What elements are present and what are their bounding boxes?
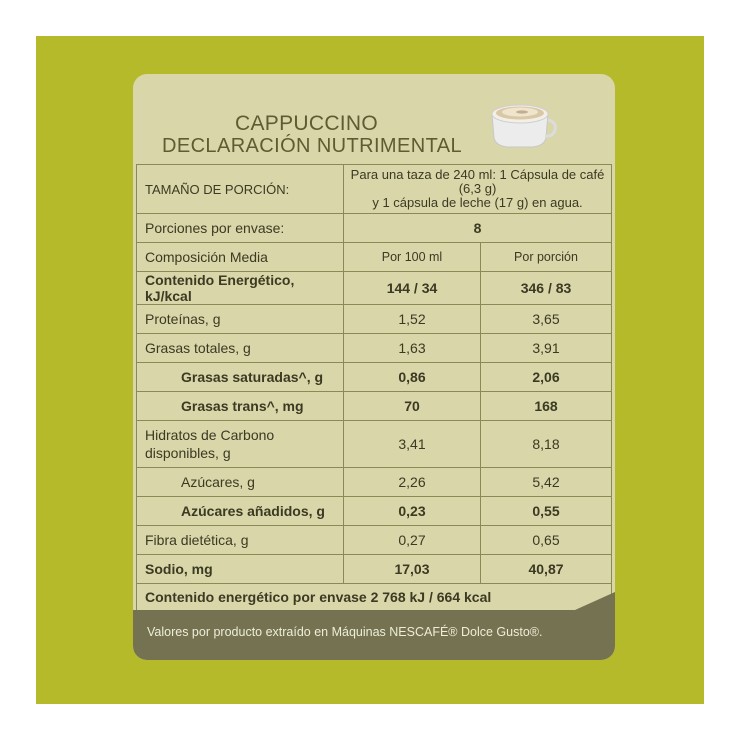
row-per100: 1,52 (344, 305, 481, 334)
serving-size-line-2: y 1 cápsula de leche (17 g) en agua. (372, 195, 583, 210)
machine-note: Valores por producto extraído en Máquinas NESCAFÉ® Dolce Gusto®. (147, 625, 543, 639)
row-perserving: 2,06 (481, 363, 612, 392)
row-perserving: 40,87 (481, 555, 612, 584)
row-per100: 17,03 (344, 555, 481, 584)
row-per100: 0,27 (344, 526, 481, 555)
serving-size-value (344, 165, 612, 214)
nutrition-panel (133, 74, 615, 660)
row-perserving: 5,42 (481, 468, 612, 497)
row-perserving: 346 / 83 (481, 272, 612, 305)
row-label: Contenido Energético, kJ/kcal (137, 272, 344, 305)
row-perserving: 0,65 (481, 526, 612, 555)
row-label: Azúcares añadidos, g (137, 497, 344, 526)
row-label: Fibra dietética, g (137, 526, 344, 555)
row-per100: 3,41 (344, 421, 481, 468)
row-label-line-2: disponibles, g (145, 445, 231, 461)
serving-size-line-1: Para una taza de 240 ml: 1 Cápsula de café (6,3 g) (350, 167, 605, 196)
cappuccino-cup-icon (482, 92, 558, 152)
bottom-bar (133, 610, 615, 660)
table-row (137, 363, 612, 392)
row-label: Azúcares, g (137, 468, 344, 497)
row-perserving: 3,65 (481, 305, 612, 334)
row-perserving: 0,55 (481, 497, 612, 526)
table-row (137, 468, 612, 497)
energy-per-package-note: Contenido energético por envase 2 768 kJ / 664 kcal (145, 589, 492, 605)
composition-label: Composición Media (137, 243, 344, 272)
row-per100: 0,86 (344, 363, 481, 392)
portions-label: Porciones por envase: (137, 214, 344, 243)
table-row (137, 526, 612, 555)
portions-value: 8 (344, 214, 612, 243)
table-row (137, 421, 612, 468)
row-per100: 1,63 (344, 334, 481, 363)
row-label: Grasas totales, g (137, 334, 344, 363)
row-perserving: 8,18 (481, 421, 612, 468)
product-title: CAPPUCCINO (235, 112, 379, 135)
per-100ml-header: Por 100 ml (344, 243, 481, 272)
table-row (137, 305, 612, 334)
row-label: Sodio, mg (137, 555, 344, 584)
row-per100: 0,23 (344, 497, 481, 526)
table-row (137, 497, 612, 526)
row-per100: 2,26 (344, 468, 481, 497)
table-row (137, 272, 612, 305)
row-per100: 144 / 34 (344, 272, 481, 305)
row-label: Grasas trans^, mg (137, 392, 344, 421)
row-per100: 70 (344, 392, 481, 421)
serving-size-row (137, 165, 612, 214)
per-serving-header: Por porción (481, 243, 612, 272)
serving-size-label: TAMAÑO DE PORCIÓN: (137, 165, 344, 214)
row-perserving: 3,91 (481, 334, 612, 363)
row-label: Proteínas, g (137, 305, 344, 334)
column-header-row (137, 243, 612, 272)
row-label-line-1: Hidratos de Carbono (145, 427, 275, 443)
nutrition-table (136, 164, 612, 631)
corner-notch (575, 592, 615, 610)
row-perserving: 168 (481, 392, 612, 421)
table-row (137, 392, 612, 421)
table-row (137, 334, 612, 363)
table-row (137, 555, 612, 584)
row-label: Grasas saturadas^, g (137, 363, 344, 392)
panel-subtitle: DECLARACIÓN NUTRIMENTAL (162, 135, 462, 157)
portions-row (137, 214, 612, 243)
row-label (137, 421, 344, 468)
